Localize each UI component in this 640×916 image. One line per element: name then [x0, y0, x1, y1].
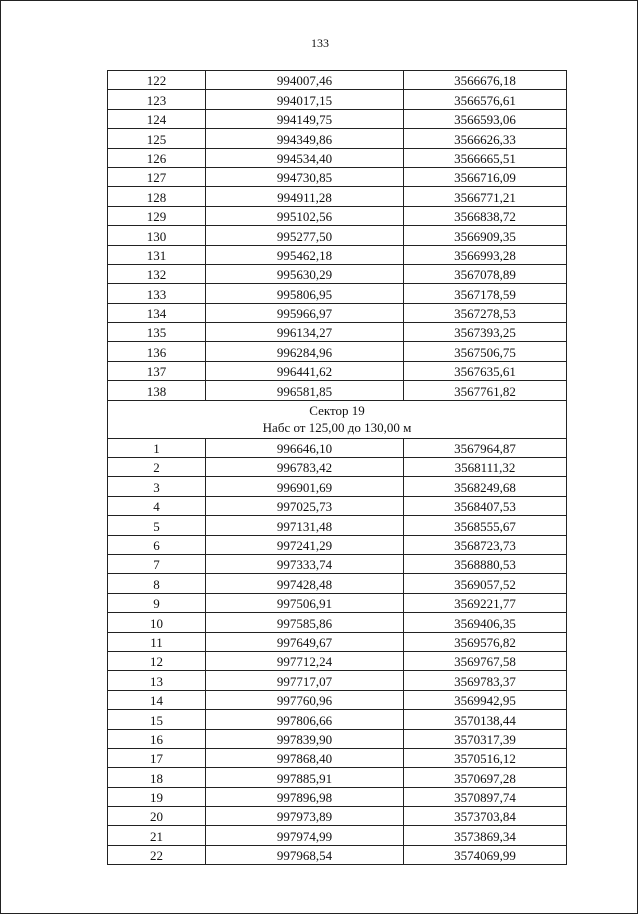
x-coordinate-cell: 997885,91	[206, 768, 404, 787]
x-coordinate-cell: 997333,74	[206, 554, 404, 573]
point-number-cell: 22	[108, 845, 206, 864]
table-row	[108, 342, 567, 361]
point-number-cell: 128	[108, 187, 206, 206]
table-row	[108, 109, 567, 128]
table-row	[108, 710, 567, 729]
table-row	[108, 187, 567, 206]
point-number-cell: 16	[108, 729, 206, 748]
y-coordinate-cell: 3570516,12	[404, 748, 567, 767]
x-coordinate-cell: 994007,46	[206, 71, 404, 90]
point-number-cell: 138	[108, 381, 206, 400]
y-coordinate-cell: 3568555,67	[404, 516, 567, 535]
table-row	[108, 90, 567, 109]
x-coordinate-cell: 996646,10	[206, 438, 404, 457]
y-coordinate-cell: 3566593,06	[404, 109, 567, 128]
x-coordinate-cell: 994349,86	[206, 129, 404, 148]
point-number-cell: 2	[108, 458, 206, 477]
x-coordinate-cell: 995277,50	[206, 226, 404, 245]
table-row	[108, 496, 567, 515]
table-row	[108, 807, 567, 826]
point-number-cell: 122	[108, 71, 206, 90]
table-row	[108, 516, 567, 535]
x-coordinate-cell: 997241,29	[206, 535, 404, 554]
page-number: 133	[311, 36, 329, 50]
sector-header-group	[108, 400, 567, 438]
point-number-cell: 19	[108, 787, 206, 806]
x-coordinate-cell: 997649,67	[206, 632, 404, 651]
point-number-cell: 14	[108, 690, 206, 709]
table-row	[108, 381, 567, 400]
point-number-cell: 130	[108, 226, 206, 245]
x-coordinate-cell: 997868,40	[206, 748, 404, 767]
y-coordinate-cell: 3566909,35	[404, 226, 567, 245]
point-number-cell: 135	[108, 323, 206, 342]
x-coordinate-cell: 997973,89	[206, 807, 404, 826]
table-row	[108, 361, 567, 380]
x-coordinate-cell: 996441,62	[206, 361, 404, 380]
y-coordinate-cell: 3569576,82	[404, 632, 567, 651]
x-coordinate-cell: 997131,48	[206, 516, 404, 535]
y-coordinate-cell: 3569783,37	[404, 671, 567, 690]
point-number-cell: 127	[108, 167, 206, 186]
point-number-cell: 134	[108, 303, 206, 322]
sector-header-row	[108, 400, 567, 438]
point-number-cell: 11	[108, 632, 206, 651]
point-number-cell: 125	[108, 129, 206, 148]
y-coordinate-cell: 3566665,51	[404, 148, 567, 167]
x-coordinate-cell: 994017,15	[206, 90, 404, 109]
x-coordinate-cell: 997896,98	[206, 787, 404, 806]
x-coordinate-cell: 997760,96	[206, 690, 404, 709]
y-coordinate-cell: 3567964,87	[404, 438, 567, 457]
point-number-cell: 3	[108, 477, 206, 496]
x-coordinate-cell: 997025,73	[206, 496, 404, 515]
x-coordinate-cell: 995966,97	[206, 303, 404, 322]
point-number-cell: 123	[108, 90, 206, 109]
y-coordinate-cell: 3570697,28	[404, 768, 567, 787]
x-coordinate-cell: 994911,28	[206, 187, 404, 206]
y-coordinate-cell: 3568880,53	[404, 554, 567, 573]
table-row	[108, 826, 567, 845]
x-coordinate-cell: 995806,95	[206, 284, 404, 303]
table-row	[108, 535, 567, 554]
point-number-cell: 10	[108, 613, 206, 632]
table-row	[108, 264, 567, 283]
y-coordinate-cell: 3568407,53	[404, 496, 567, 515]
y-coordinate-cell: 3567178,59	[404, 284, 567, 303]
x-coordinate-cell: 997839,90	[206, 729, 404, 748]
point-number-cell: 8	[108, 574, 206, 593]
point-number-cell: 129	[108, 206, 206, 225]
y-coordinate-cell: 3567761,82	[404, 381, 567, 400]
y-coordinate-cell: 3569767,58	[404, 651, 567, 670]
coordinates-table	[107, 70, 567, 865]
point-number-cell: 18	[108, 768, 206, 787]
table-row	[108, 671, 567, 690]
x-coordinate-cell: 997585,86	[206, 613, 404, 632]
y-coordinate-cell: 3569057,52	[404, 574, 567, 593]
point-number-cell: 133	[108, 284, 206, 303]
point-number-cell: 21	[108, 826, 206, 845]
point-number-cell: 137	[108, 361, 206, 380]
x-coordinate-cell: 996783,42	[206, 458, 404, 477]
y-coordinate-cell: 3567078,89	[404, 264, 567, 283]
y-coordinate-cell: 3566576,61	[404, 90, 567, 109]
table-row	[108, 632, 567, 651]
x-coordinate-cell: 994730,85	[206, 167, 404, 186]
point-number-cell: 7	[108, 554, 206, 573]
y-coordinate-cell: 3566993,28	[404, 245, 567, 264]
y-coordinate-cell: 3566716,09	[404, 167, 567, 186]
table-row	[108, 845, 567, 864]
x-coordinate-cell: 996581,85	[206, 381, 404, 400]
point-number-cell: 12	[108, 651, 206, 670]
point-number-cell: 136	[108, 342, 206, 361]
point-number-cell: 1	[108, 438, 206, 457]
table-row	[108, 477, 567, 496]
y-coordinate-cell: 3566838,72	[404, 206, 567, 225]
table-row	[108, 206, 567, 225]
x-coordinate-cell: 997506,91	[206, 593, 404, 612]
point-number-cell: 17	[108, 748, 206, 767]
y-coordinate-cell: 3566771,21	[404, 187, 567, 206]
x-coordinate-cell: 997712,24	[206, 651, 404, 670]
x-coordinate-cell: 997968,54	[206, 845, 404, 864]
x-coordinate-cell: 997717,07	[206, 671, 404, 690]
table-row	[108, 303, 567, 322]
table-row	[108, 729, 567, 748]
table-row	[108, 284, 567, 303]
table-row	[108, 323, 567, 342]
point-number-cell: 132	[108, 264, 206, 283]
table-row	[108, 71, 567, 90]
table-row	[108, 748, 567, 767]
table-row	[108, 438, 567, 457]
point-number-cell: 9	[108, 593, 206, 612]
y-coordinate-cell: 3566676,18	[404, 71, 567, 90]
y-coordinate-cell: 3567506,75	[404, 342, 567, 361]
y-coordinate-cell: 3573869,34	[404, 826, 567, 845]
y-coordinate-cell: 3574069,99	[404, 845, 567, 864]
table-row	[108, 148, 567, 167]
table-body-bottom	[108, 438, 567, 865]
y-coordinate-cell: 3567393,25	[404, 323, 567, 342]
table-row	[108, 593, 567, 612]
point-number-cell: 13	[108, 671, 206, 690]
x-coordinate-cell: 996284,96	[206, 342, 404, 361]
point-number-cell: 4	[108, 496, 206, 515]
point-number-cell: 126	[108, 148, 206, 167]
table-row	[108, 651, 567, 670]
x-coordinate-cell: 995630,29	[206, 264, 404, 283]
x-coordinate-cell: 994149,75	[206, 109, 404, 128]
x-coordinate-cell: 997428,48	[206, 574, 404, 593]
x-coordinate-cell: 997974,99	[206, 826, 404, 845]
y-coordinate-cell: 3573703,84	[404, 807, 567, 826]
table-row	[108, 226, 567, 245]
y-coordinate-cell: 3568111,32	[404, 458, 567, 477]
y-coordinate-cell: 3569221,77	[404, 593, 567, 612]
table-row	[108, 458, 567, 477]
point-number-cell: 20	[108, 807, 206, 826]
x-coordinate-cell: 994534,40	[206, 148, 404, 167]
y-coordinate-cell: 3570138,44	[404, 710, 567, 729]
y-coordinate-cell: 3567635,61	[404, 361, 567, 380]
table-row	[108, 613, 567, 632]
y-coordinate-cell: 3568723,73	[404, 535, 567, 554]
x-coordinate-cell: 995462,18	[206, 245, 404, 264]
y-coordinate-cell: 3567278,53	[404, 303, 567, 322]
y-coordinate-cell: 3570897,74	[404, 787, 567, 806]
sector-title: Сектор 19	[309, 403, 365, 419]
point-number-cell: 124	[108, 109, 206, 128]
table-row	[108, 574, 567, 593]
table-row	[108, 554, 567, 573]
x-coordinate-cell: 996901,69	[206, 477, 404, 496]
sector-subtitle: Набс от 125,00 до 130,00 м	[262, 420, 412, 436]
table-row	[108, 768, 567, 787]
x-coordinate-cell: 996134,27	[206, 323, 404, 342]
point-number-cell: 5	[108, 516, 206, 535]
y-coordinate-cell: 3568249,68	[404, 477, 567, 496]
y-coordinate-cell: 3570317,39	[404, 729, 567, 748]
table-row	[108, 129, 567, 148]
y-coordinate-cell: 3569942,95	[404, 690, 567, 709]
table-row	[108, 787, 567, 806]
point-number-cell: 15	[108, 710, 206, 729]
table-body-top	[108, 71, 567, 401]
sector-header-cell	[108, 400, 567, 438]
table-row	[108, 167, 567, 186]
point-number-cell: 6	[108, 535, 206, 554]
table-row	[108, 245, 567, 264]
table-row	[108, 690, 567, 709]
x-coordinate-cell: 995102,56	[206, 206, 404, 225]
point-number-cell: 131	[108, 245, 206, 264]
x-coordinate-cell: 997806,66	[206, 710, 404, 729]
y-coordinate-cell: 3569406,35	[404, 613, 567, 632]
y-coordinate-cell: 3566626,33	[404, 129, 567, 148]
